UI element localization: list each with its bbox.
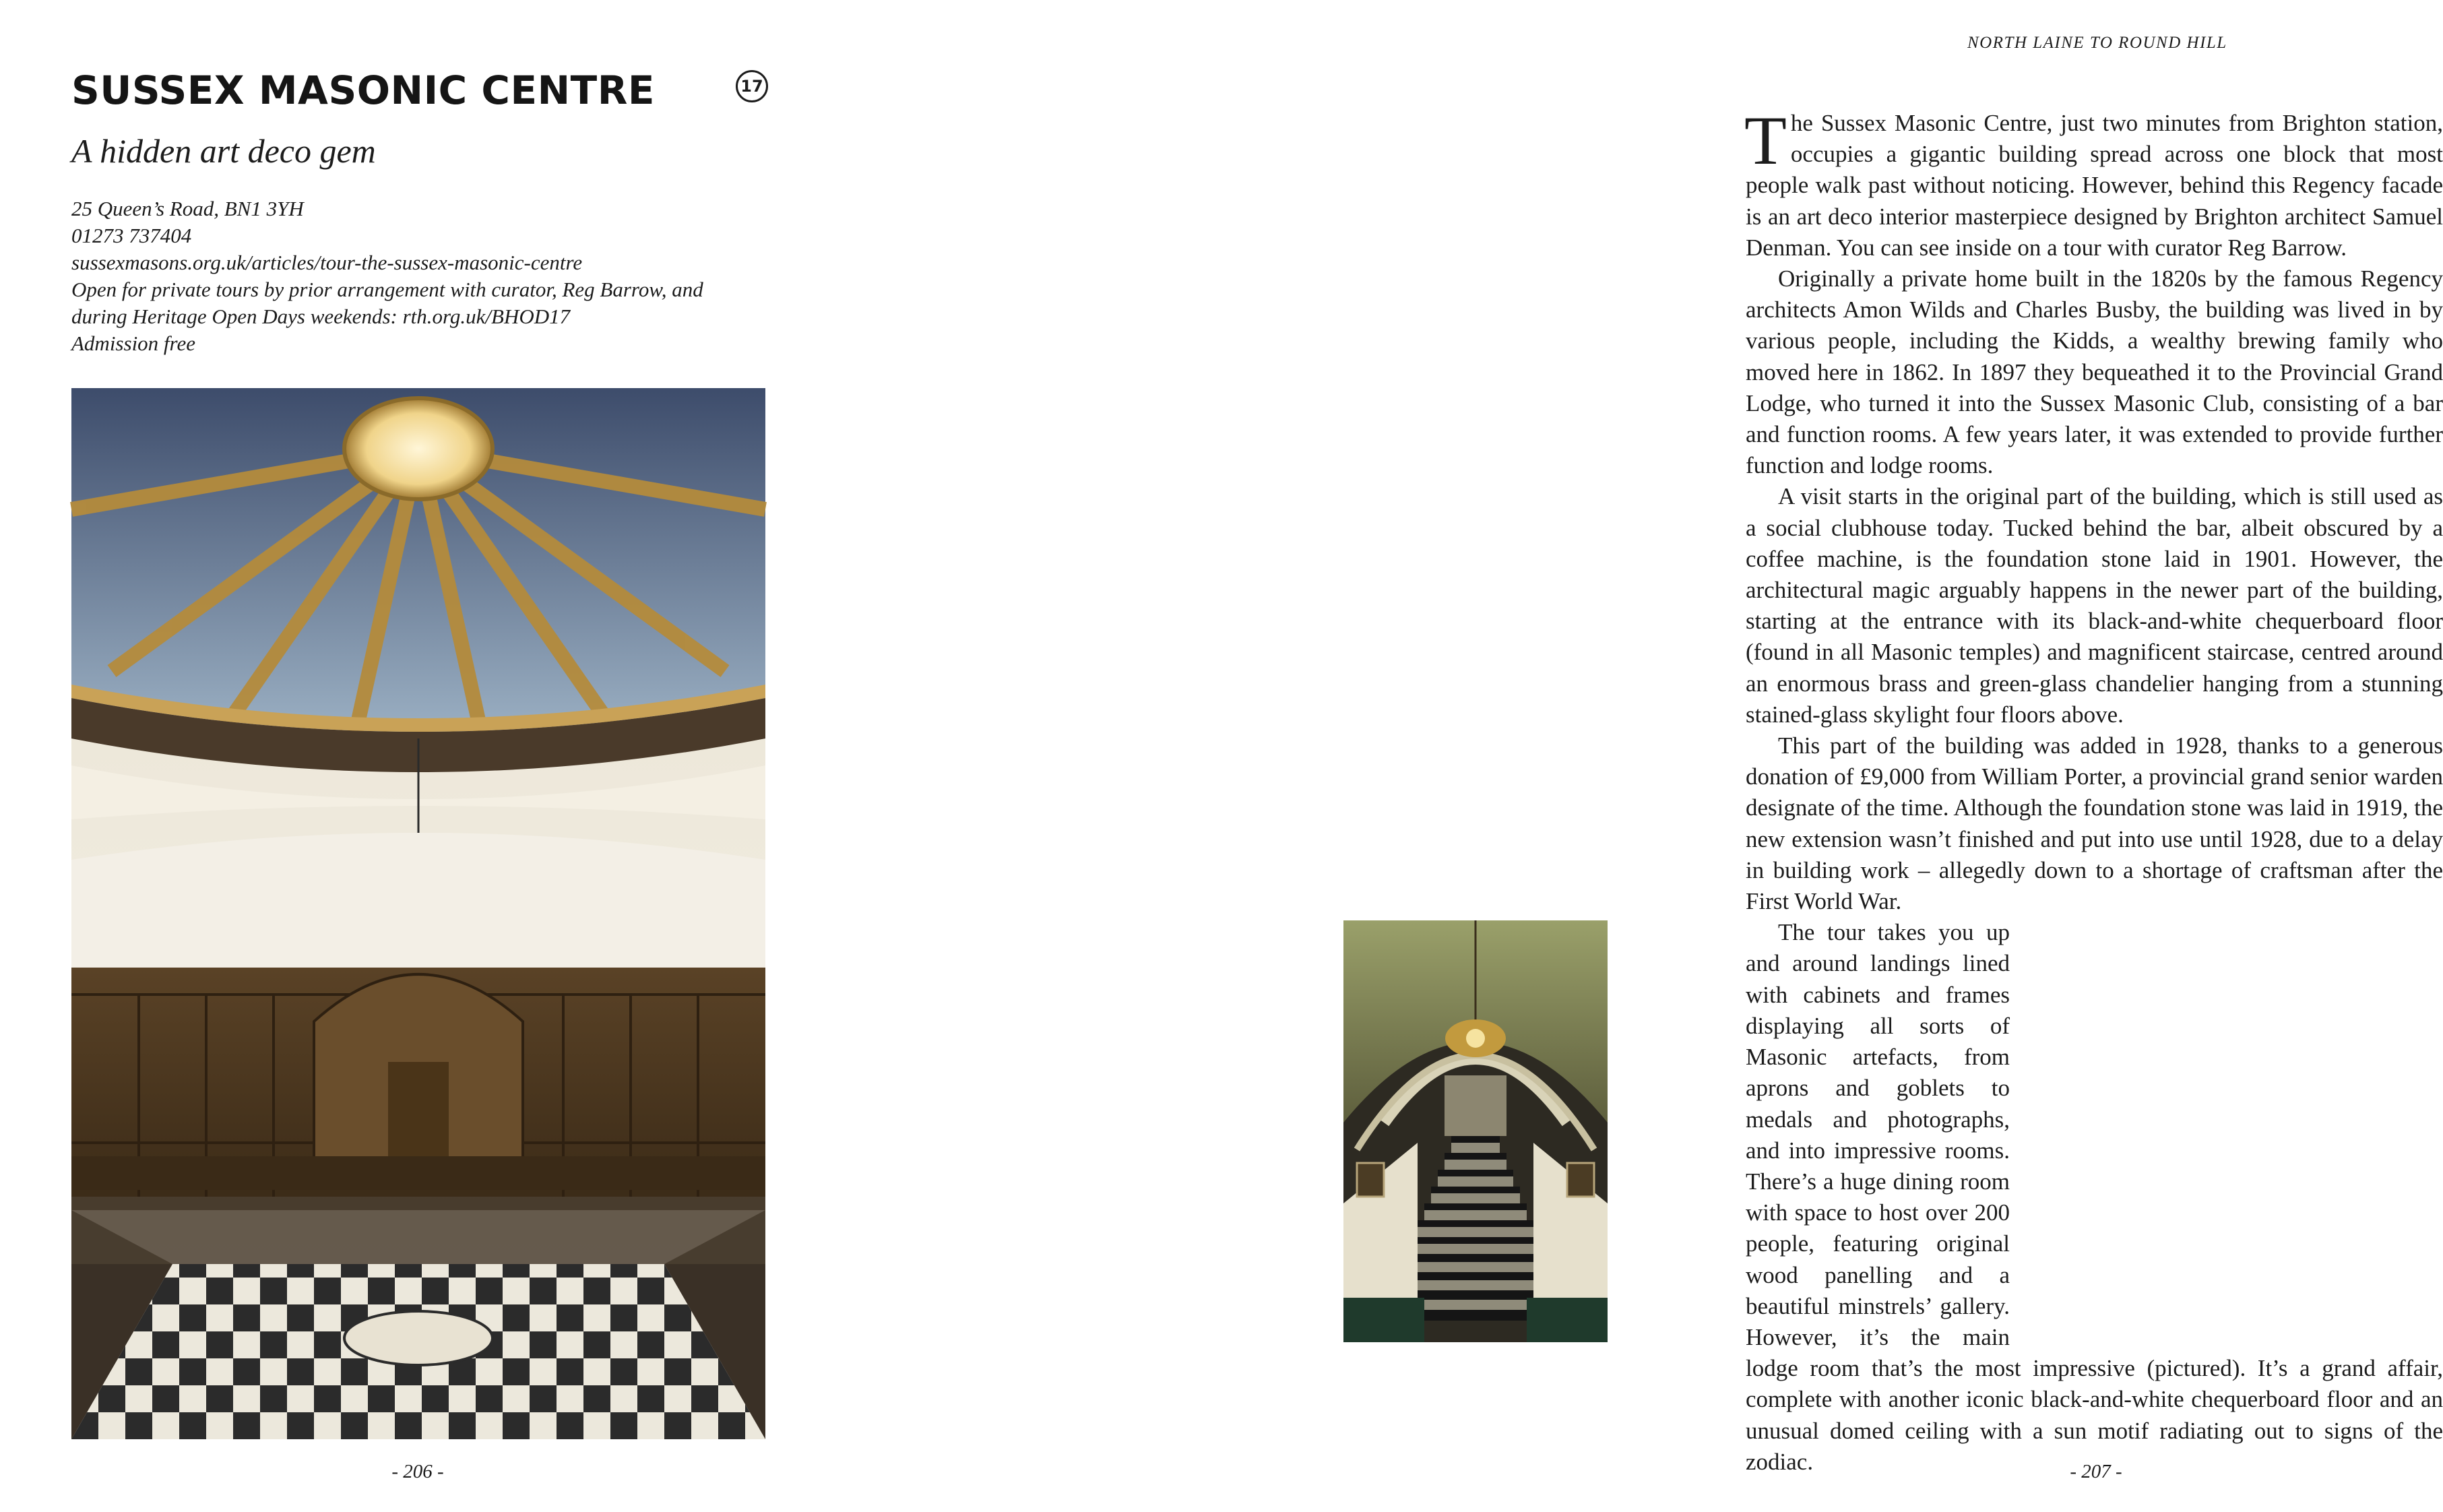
entry-number-badge: 17 xyxy=(736,70,768,102)
left-page xyxy=(0,0,835,1512)
staircase-photo xyxy=(1343,920,1608,1342)
phone-number: 01273 737404 xyxy=(71,224,192,247)
lodge-room-illustration xyxy=(71,388,765,1439)
website-link[interactable]: sussexmasons.org.uk/articles/tour-the-sussex-masonic-centre xyxy=(71,251,583,274)
page-subtitle: A hidden art deco gem xyxy=(71,132,376,170)
paragraph-4: This part of the building was added in 1928, thanks to a generous donation of £9,000 from William Porter, a provincial grand senior warden designate of the time. Although the foundation stone was laid in 1919, the new extension wasn’t finished and put into use until 1928, due to a delay in building work – allegedly down to a shortage of craftsman after the First World War. xyxy=(1746,732,2443,915)
paragraph-5 xyxy=(1746,917,2443,1478)
paragraph-2: Originally a private home built in the 1820s by the famous Regency architects Amon Wilds and Charles Busby, the building was lived in by various people, including the Kidds, a wealthy brewing family who moved here in 1862. In 1897 they bequeathed it to the Provincial Grand Lodge, who turned it into the Sussex Masonic Club, consisting of a bar and function rooms. A few years later, it was extended to provide further function and lodge rooms. xyxy=(1746,265,2443,479)
page-title: SUSSEX MASONIC CENTRE xyxy=(71,67,655,113)
paragraph-3: A visit starts in the original part of the building, which is still used as a social clubhouse today. Tucked behind the bar, albeit obscured by a coffee machine, is the foundation stone laid in 1901. However, the architectural magic arguably happens in the newer part of the building, starting at the entrance with its black-and-white chequerboard floor (found in all Masonic temples) and magnificent staircase, centred around an enormous brass and green-glass chandelier hanging from a stunning stained-glass skylight four floors above. xyxy=(1746,483,2443,728)
staircase-illustration xyxy=(1343,920,1608,1342)
lodge-room-photo xyxy=(71,388,765,1439)
admission-info: Admission free xyxy=(71,332,195,355)
paragraph-1 xyxy=(1744,102,2443,263)
running-head: NORTH LAINE TO ROUND HILL xyxy=(1967,34,2227,52)
article-body xyxy=(1744,102,2443,1478)
page-number: - 206 - xyxy=(391,1461,444,1482)
drop-cap: T xyxy=(1744,102,1787,179)
page-number: - 207 - xyxy=(2070,1461,2122,1482)
address: 25 Queen’s Road, BN1 3YH xyxy=(71,197,304,220)
opening-info-line-2: during Heritage Open Days weekends: rth.org.uk/BHOD17 xyxy=(71,305,571,328)
image-wrap-spacer xyxy=(2010,921,2443,1343)
paragraph-1-text: he Sussex Masonic Centre, just two minutes from Brighton station, occupies a gigantic building spread across one block that most people walk past without noticing. However, behind this Regency facade is an art deco interior masterpiece designed by Brighton architect Samuel Denman. You can see inside on a tour with curator Reg Barrow. xyxy=(1746,110,2443,261)
opening-info-line-1: Open for private tours by prior arrangement with curator, Reg Barrow, and xyxy=(71,278,703,301)
paragraph-5-text: The tour takes you up and around landings lined with cabinets and frames displaying all sorts of Masonic artefacts, from aprons and goblets to medals and photographs, and into impressive rooms. There’s a huge dining room with space to host over 200 people, featuring original wood panelling and a beautiful minstrels’ gallery. However, it’s the main lodge room that’s the most impressive (pictured). It’s a grand affair, complete with another iconic black-and-white chequerboard floor and an unusual domed ceiling with a sun motif radiating out to signs of the zodiac. xyxy=(1746,919,2443,1475)
venue-info xyxy=(71,195,772,357)
